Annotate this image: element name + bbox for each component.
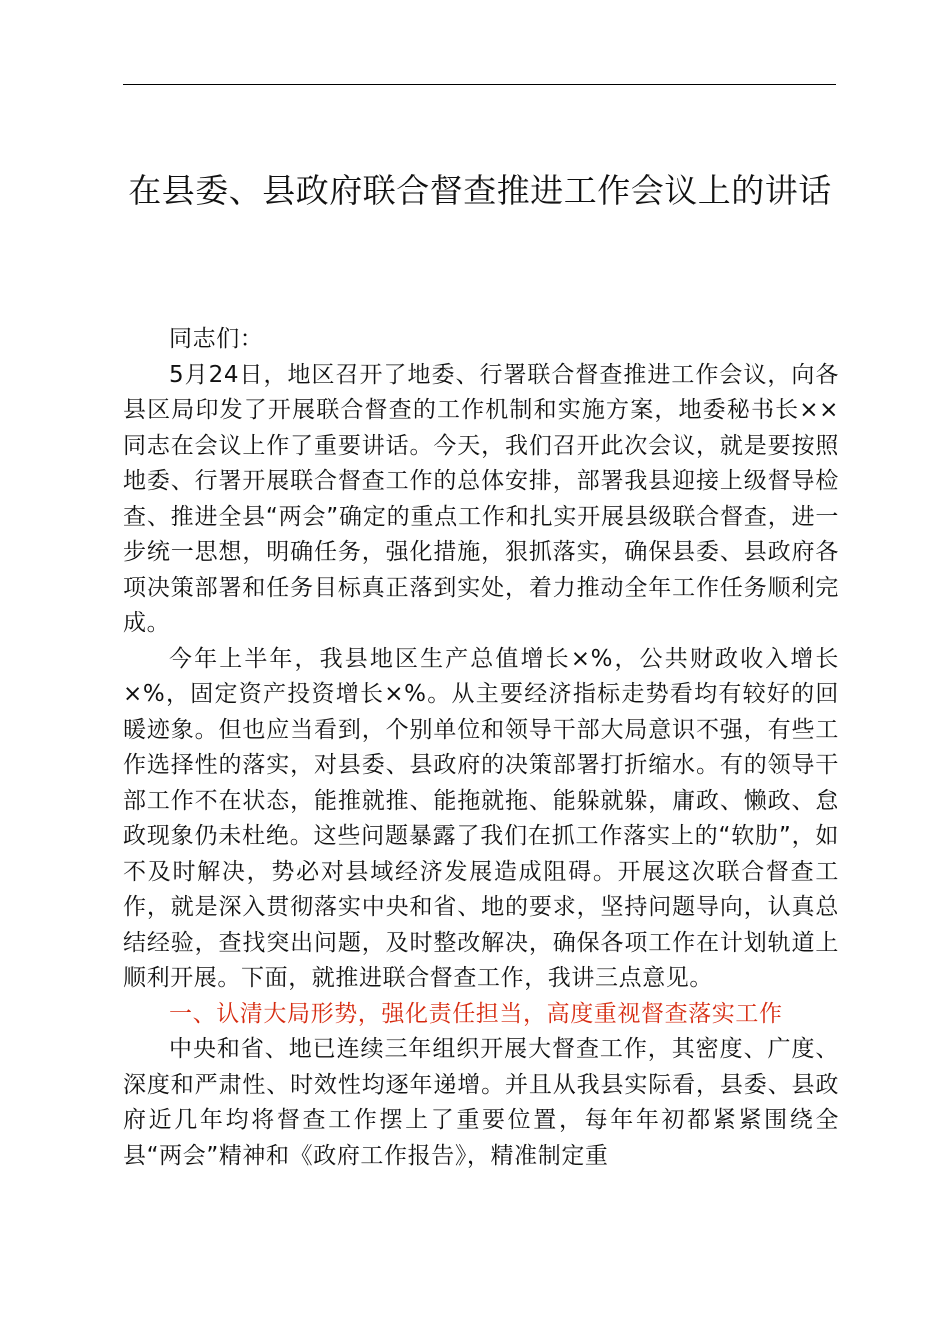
paragraph-situation: 今年上半年，我县地区生产总值增长×%，公共财政收入增长×%，固定资产投资增长×%。从主要经济指标走势看均有较好的回暖迹象。但也应当看到，个别单位和领导干部大局意识不强，有些工作选择性的落实，对县委、县政府的决策部署打折缩水。有的领导干部工作不在状态，能推就推、能拖就拖、能躲就躲，庸政、懒政、怠政现象仍未杜绝。这些问题暴露了我们在抓工作落实上的“软肋”，如不及时解决，势必对县域经济发展造成阻碍。开展这次联合督查工作，就是深入贯彻落实中央和省、地的要求，坚持问题导向，认真总结经验，查找突出问题，及时整改解决，确保各项工作在计划轨道上顺利开展。下面，就推进联合督查工作，我讲三点意见。 xyxy=(123,645,839,991)
paragraph-section-1: 中央和省、地已连续三年组织开展大督查工作，其密度、广度、深度和严肃性、时效性均逐年递增。并且从我县实际看，县委、县政府近几年均将督查工作摆上了重要位置，每年年初都紧紧围绕全县“两会”精神和《政府工作报告》，精准制定重 xyxy=(123,1036,839,1169)
salutation: 同志们： xyxy=(169,326,264,352)
paragraph-intro: 5月24日，地区召开了地委、行署联合督查推进工作会议，向各县区局印发了开展联合督查的工作机制和实施方案，地委秘书长××同志在会议上作了重要讲话。今天，我们召开此次会议，就是要按照地委、行署开展联合督查工作的总体安排，部署我县迎接上级督导检查、推进全县“两会”确定的重点工作和扎实开展县级联合督查，进一步统一思想，明确任务，强化措施，狠抓落实，确保县委、县政府各项决策部署和任务目标真正落到实处，着力推动全年工作任务顺利完成。 xyxy=(123,361,839,636)
section-heading-1: 一、认清大局形势，强化责任担当，高度重视督查落实工作 xyxy=(169,1000,783,1027)
header-rule xyxy=(123,84,836,85)
document-title: 在县委、县政府联合督查推进工作会议上的讲话 xyxy=(128,171,832,210)
document-body xyxy=(123,322,839,1174)
